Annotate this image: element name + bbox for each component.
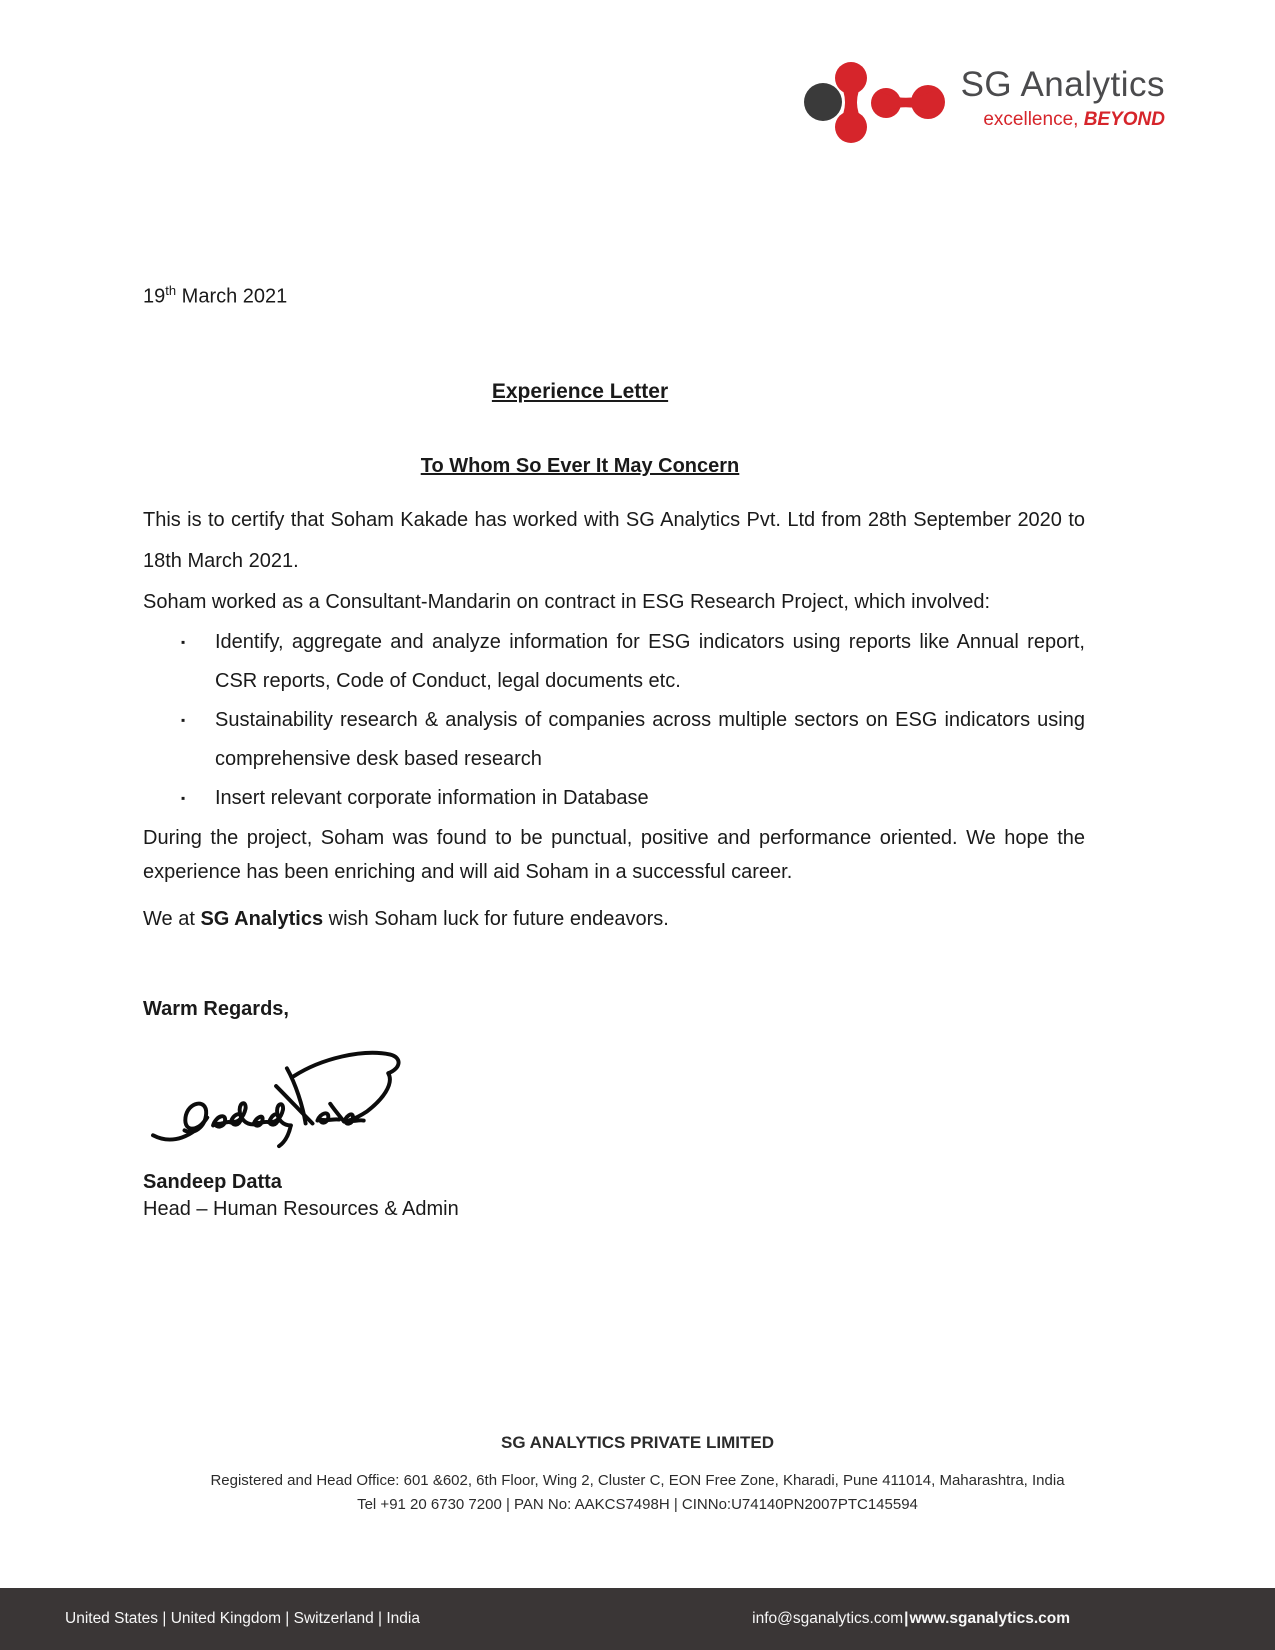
closing-paragraph: During the project, Soham was found to be punctual, positive and performance oriented. We hope the experience has been enriching and will aid Soham in a successful career. — [143, 826, 1085, 883]
letter-content — [143, 283, 1085, 1223]
company-logo — [763, 50, 1165, 150]
bullet-text: Identify, aggregate and analyze information for ESG indicators using reports like Annual report, CSR reports, Code of Conduct, legal documents etc. — [215, 630, 1085, 692]
footer-company-name: SG ANALYTICS PRIVATE LIMITED — [501, 1433, 774, 1452]
signatory-name: Sandeep Datta — [143, 1170, 282, 1193]
wishes-paragraph — [143, 902, 1085, 936]
bullet-text: Sustainability research & analysis of companies across multiple sectors on ESG indicators using comprehensive desk based research — [215, 708, 1085, 770]
wishes-post: wish Soham luck for future endeavors. — [323, 907, 669, 930]
footer-contact-line: Tel +91 20 6730 7200 | PAN No: AAKCS7498H | CINNo:U74140PN2007PTC145594 — [357, 1496, 918, 1513]
brand-name: SG Analytics — [960, 65, 1165, 104]
date-day: 19 — [143, 285, 166, 308]
footer-website: www.sganalytics.com — [909, 1610, 1070, 1627]
footer — [0, 1433, 1275, 1517]
signature-image — [145, 1025, 417, 1153]
signatory-title: Head – Human Resources & Admin — [143, 1197, 459, 1220]
role-paragraph: Soham worked as a Consultant-Mandarin on contract in ESG Research Project, which involved: — [143, 590, 991, 613]
bullet-item — [143, 701, 1085, 779]
bullet-marker-icon: ▪ — [181, 790, 186, 805]
sg-analytics-logo-icon — [763, 50, 953, 150]
brand-tagline — [983, 109, 1165, 131]
wishes-pre: We at — [143, 907, 201, 930]
date-rest: March 2021 — [181, 285, 288, 308]
bullet-item — [143, 779, 1085, 818]
footer-email: info@sganalytics.com — [752, 1610, 904, 1627]
footer-bar — [0, 1588, 1275, 1650]
logo-text — [961, 66, 1165, 131]
tagline-bold: BEYOND — [1083, 108, 1165, 130]
intro-paragraph: This is to certify that Soham Kakade has worked with SG Analytics Pvt. Ltd from 28th September 2020 to 18th March 2021. — [143, 508, 1085, 572]
letter-title: Experience Letter — [491, 379, 669, 403]
letter-date — [143, 283, 1085, 309]
bullet-marker-icon: ▪ — [181, 712, 186, 727]
bullet-text: Insert relevant corporate information in Database — [215, 786, 649, 809]
footer-separator: | — [904, 1610, 909, 1627]
letter-salutation: To Whom So Ever It May Concern — [420, 454, 740, 477]
footer-links — [752, 1610, 1070, 1628]
tagline-regular: excellence, — [983, 108, 1079, 130]
footer-address: Registered and Head Office: 601 &602, 6th Floor, Wing 2, Cluster C, EON Free Zone, Kharadi, Pune 411014, Maharashtra, India — [210, 1472, 1065, 1489]
bullet-list — [143, 623, 1085, 818]
regards-line: Warm Regards, — [143, 997, 289, 1020]
date-ordinal-suffix: th — [165, 283, 177, 298]
footer-locations: United States | United Kingdom | Switzerland | India — [65, 1610, 420, 1627]
wishes-company-bold: SG Analytics — [200, 907, 324, 930]
bullet-marker-icon: ▪ — [181, 634, 186, 649]
bullet-item — [143, 623, 1085, 701]
